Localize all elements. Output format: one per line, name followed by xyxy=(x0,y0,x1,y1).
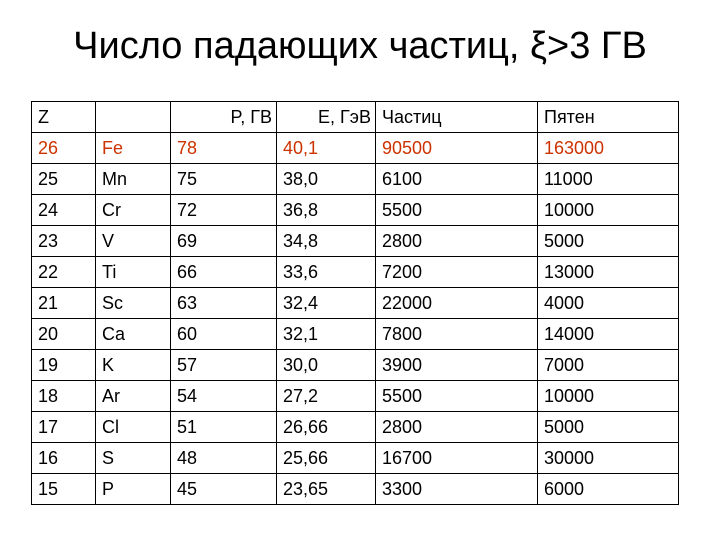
element-cell: P xyxy=(96,474,171,505)
particles-cell: 90500 xyxy=(376,133,538,164)
spots-cell: 6000 xyxy=(538,474,679,505)
particles-cell: 3900 xyxy=(376,350,538,381)
energy-cell: 32,1 xyxy=(277,319,376,350)
z-cell: 25 xyxy=(32,164,96,195)
z-cell: 24 xyxy=(32,195,96,226)
element-cell: S xyxy=(96,443,171,474)
z-cell: 26 xyxy=(32,133,96,164)
energy-cell: 27,2 xyxy=(277,381,376,412)
table-row xyxy=(32,412,679,443)
z-cell: 16 xyxy=(32,443,96,474)
energy-cell: 33,6 xyxy=(277,257,376,288)
particles-cell: 16700 xyxy=(376,443,538,474)
rigidity-cell: 75 xyxy=(171,164,277,195)
rigidity-cell: 60 xyxy=(171,319,277,350)
spots-cell: 10000 xyxy=(538,381,679,412)
slide-title: Число падающих частиц, ξ>3 ГВ xyxy=(73,25,647,67)
header-energy: E, ГэВ xyxy=(277,102,376,133)
header-particles: Частиц xyxy=(376,102,538,133)
element-cell: Ca xyxy=(96,319,171,350)
header-rigidity: P, ГВ xyxy=(171,102,277,133)
particles-cell: 2800 xyxy=(376,412,538,443)
energy-cell: 26,66 xyxy=(277,412,376,443)
particles-cell: 3300 xyxy=(376,474,538,505)
rigidity-cell: 45 xyxy=(171,474,277,505)
element-cell: Cl xyxy=(96,412,171,443)
spots-cell: 11000 xyxy=(538,164,679,195)
rigidity-cell: 69 xyxy=(171,226,277,257)
energy-cell: 40,1 xyxy=(277,133,376,164)
energy-cell: 25,66 xyxy=(277,443,376,474)
spots-cell: 4000 xyxy=(538,288,679,319)
particles-cell: 5500 xyxy=(376,195,538,226)
table-row xyxy=(32,164,679,195)
element-cell: V xyxy=(96,226,171,257)
table-body xyxy=(32,133,679,505)
z-cell: 20 xyxy=(32,319,96,350)
table-row xyxy=(32,350,679,381)
spots-cell: 163000 xyxy=(538,133,679,164)
data-table xyxy=(31,101,679,505)
particles-cell: 2800 xyxy=(376,226,538,257)
spots-cell: 13000 xyxy=(538,257,679,288)
table-row xyxy=(32,381,679,412)
element-cell: Fe xyxy=(96,133,171,164)
spots-cell: 5000 xyxy=(538,226,679,257)
table-row xyxy=(32,226,679,257)
energy-cell: 23,65 xyxy=(277,474,376,505)
rigidity-cell: 63 xyxy=(171,288,277,319)
header-spots: Пятен xyxy=(538,102,679,133)
energy-cell: 30,0 xyxy=(277,350,376,381)
rigidity-cell: 48 xyxy=(171,443,277,474)
rigidity-cell: 57 xyxy=(171,350,277,381)
element-cell: Mn xyxy=(96,164,171,195)
table-row xyxy=(32,288,679,319)
energy-cell: 34,8 xyxy=(277,226,376,257)
particles-cell: 7800 xyxy=(376,319,538,350)
header-element xyxy=(96,102,171,133)
particles-cell: 5500 xyxy=(376,381,538,412)
z-cell: 21 xyxy=(32,288,96,319)
z-cell: 19 xyxy=(32,350,96,381)
spots-cell: 7000 xyxy=(538,350,679,381)
table-row xyxy=(32,474,679,505)
energy-cell: 32,4 xyxy=(277,288,376,319)
spots-cell: 14000 xyxy=(538,319,679,350)
element-cell: K xyxy=(96,350,171,381)
rigidity-cell: 51 xyxy=(171,412,277,443)
element-cell: Ti xyxy=(96,257,171,288)
rigidity-cell: 54 xyxy=(171,381,277,412)
header-z: Z xyxy=(32,102,96,133)
spots-cell: 30000 xyxy=(538,443,679,474)
rigidity-cell: 66 xyxy=(171,257,277,288)
particles-cell: 6100 xyxy=(376,164,538,195)
spots-cell: 10000 xyxy=(538,195,679,226)
rigidity-cell: 72 xyxy=(171,195,277,226)
table-row xyxy=(32,443,679,474)
particles-cell: 22000 xyxy=(376,288,538,319)
z-cell: 23 xyxy=(32,226,96,257)
element-cell: Ar xyxy=(96,381,171,412)
table-header-row xyxy=(32,102,679,133)
element-cell: Sc xyxy=(96,288,171,319)
table-row xyxy=(32,195,679,226)
z-cell: 22 xyxy=(32,257,96,288)
z-cell: 17 xyxy=(32,412,96,443)
energy-cell: 38,0 xyxy=(277,164,376,195)
table-row xyxy=(32,257,679,288)
z-cell: 15 xyxy=(32,474,96,505)
particles-cell: 7200 xyxy=(376,257,538,288)
table-row xyxy=(32,133,679,164)
table-row xyxy=(32,319,679,350)
spots-cell: 5000 xyxy=(538,412,679,443)
rigidity-cell: 78 xyxy=(171,133,277,164)
z-cell: 18 xyxy=(32,381,96,412)
energy-cell: 36,8 xyxy=(277,195,376,226)
element-cell: Cr xyxy=(96,195,171,226)
